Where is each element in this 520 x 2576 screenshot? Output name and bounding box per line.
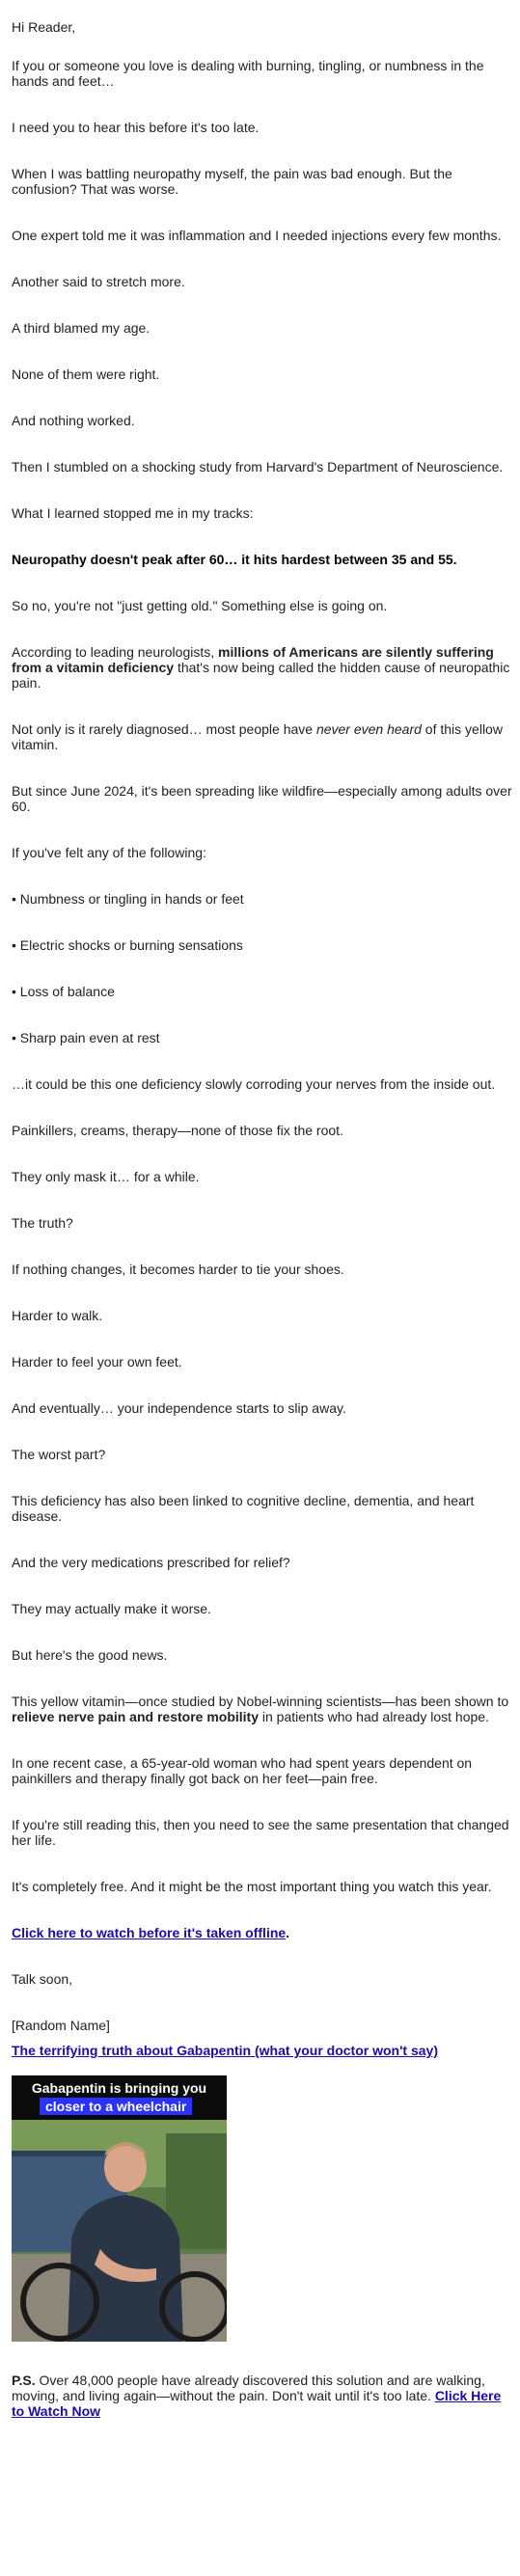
paragraph: If you're still reading this, then you need to see the same presentation that changed her life. xyxy=(12,1817,509,1848)
gabapentin-story-link[interactable]: The terrifying truth about Gabapentin (what your doctor won't say) xyxy=(12,2043,439,2058)
paragraph: In one recent case, a 65-year-old woman who had spent years dependent on painkillers and therapy finally got back on her feet—pain free. xyxy=(12,1755,473,1786)
emphasis: millions of Americans are silently suffering from a vitamin deficiency xyxy=(12,644,494,675)
paragraph: Another said to stretch more. xyxy=(12,274,185,289)
intro-paragraph: If you or someone you love is dealing with burning, tingling, or numbness in the hands and feet… xyxy=(12,58,484,89)
paragraph: And the very medications prescribed for relief? xyxy=(12,1555,290,1570)
emphasis: relieve nerve pain and restore mobility xyxy=(12,1709,259,1724)
paragraph: What I learned stopped me in my tracks: xyxy=(12,505,254,521)
text: that's now being called the hidden cause of neuropathic pain. xyxy=(12,660,510,691)
paragraph: The worst part? xyxy=(12,1447,106,1462)
paragraph: One expert told me it was inflammation and I needed injections every few months. xyxy=(12,228,502,243)
paragraph: But here's the good news. xyxy=(12,1647,168,1663)
text: . xyxy=(286,1925,290,1940)
thumbnail-caption-line1: Gabapentin is bringing you xyxy=(31,2080,207,2096)
paragraph: Harder to feel your own feet. xyxy=(12,1354,182,1369)
paragraph: I need you to hear this before it's too late. xyxy=(12,120,260,135)
thumbnail-caption-line2: closer to a wheelchair xyxy=(40,2098,192,2115)
text: Not only is it rarely diagnosed… most people have xyxy=(12,721,316,737)
paragraph xyxy=(12,721,512,752)
paragraph xyxy=(12,644,512,691)
paragraph: The truth? xyxy=(12,1215,73,1231)
text: in patients who had already lost hope. xyxy=(259,1709,489,1724)
paragraph: And nothing worked. xyxy=(12,413,135,428)
paragraph: Painkillers, creams, therapy—none of those fix the root. xyxy=(12,1123,343,1138)
paragraph: If nothing changes, it becomes harder to tie your shoes. xyxy=(12,1261,344,1277)
paragraph: But since June 2024, it's been spreading like wildfire—especially among adults over 60. xyxy=(12,783,512,814)
paragraph: And eventually… your independence starts to slip away. xyxy=(12,1400,346,1416)
paragraph: It's completely free. And it might be the most important thing you watch this year. xyxy=(12,1879,492,1894)
paragraph: If you've felt any of the following: xyxy=(12,845,206,860)
paragraph: None of them were right. xyxy=(12,366,160,382)
symptom-item: • Numbness or tingling in hands or feet xyxy=(12,891,244,907)
emphasis: never even heard xyxy=(315,721,422,737)
paragraph: Harder to walk. xyxy=(12,1308,103,1323)
ps-paragraph xyxy=(12,2373,512,2419)
key-claim: Neuropathy doesn't peak after 60… it hits hardest between 35 and 55. xyxy=(12,552,457,567)
text: of this yellow vitamin. xyxy=(12,721,503,752)
ps-label: P.S. xyxy=(12,2373,36,2388)
signature: [Random Name] xyxy=(12,2018,110,2033)
watch-now-link[interactable]: Click Here to Watch Now xyxy=(12,2388,502,2419)
paragraph: They only mask it… for a while. xyxy=(12,1169,200,1184)
paragraph: A third blamed my age. xyxy=(12,320,151,336)
symptom-item: • Electric shocks or burning sensations xyxy=(12,937,243,953)
symptom-item: • Sharp pain even at rest xyxy=(12,1030,160,1045)
greeting: Hi Reader, xyxy=(12,19,76,35)
paragraph: Then I stumbled on a shocking study from Harvard's Department of Neuroscience. xyxy=(12,459,504,475)
paragraph xyxy=(12,1694,512,1724)
watch-link[interactable]: Click here to watch before it's taken offline xyxy=(12,1925,287,1940)
paragraph: This deficiency has also been linked to cognitive decline, dementia, and heart disease. xyxy=(12,1493,475,1524)
text: According to leading neurologists, xyxy=(12,644,219,660)
paragraph: So no, you're not "just getting old." Something else is going on. xyxy=(12,598,388,613)
cta-paragraph xyxy=(12,1925,512,1940)
symptom-item: • Loss of balance xyxy=(12,984,115,999)
paragraph: They may actually make it worse. xyxy=(12,1601,211,1616)
paragraph: …it could be this one deficiency slowly corroding your nerves from the inside out. xyxy=(12,1076,496,1092)
video-thumbnail[interactable] xyxy=(12,2075,227,2342)
signoff: Talk soon, xyxy=(12,1971,73,1987)
paragraph: When I was battling neuropathy myself, the pain was bad enough. But the confusion? That was worse. xyxy=(12,166,452,197)
ps-text: Over 48,000 people have already discovered this solution and are walking, moving, and living again—without the pain. Don't wait until it's too late. xyxy=(12,2373,485,2403)
text: This yellow vitamin—once studied by Nobel-winning scientists—has been shown to xyxy=(12,1694,509,1709)
